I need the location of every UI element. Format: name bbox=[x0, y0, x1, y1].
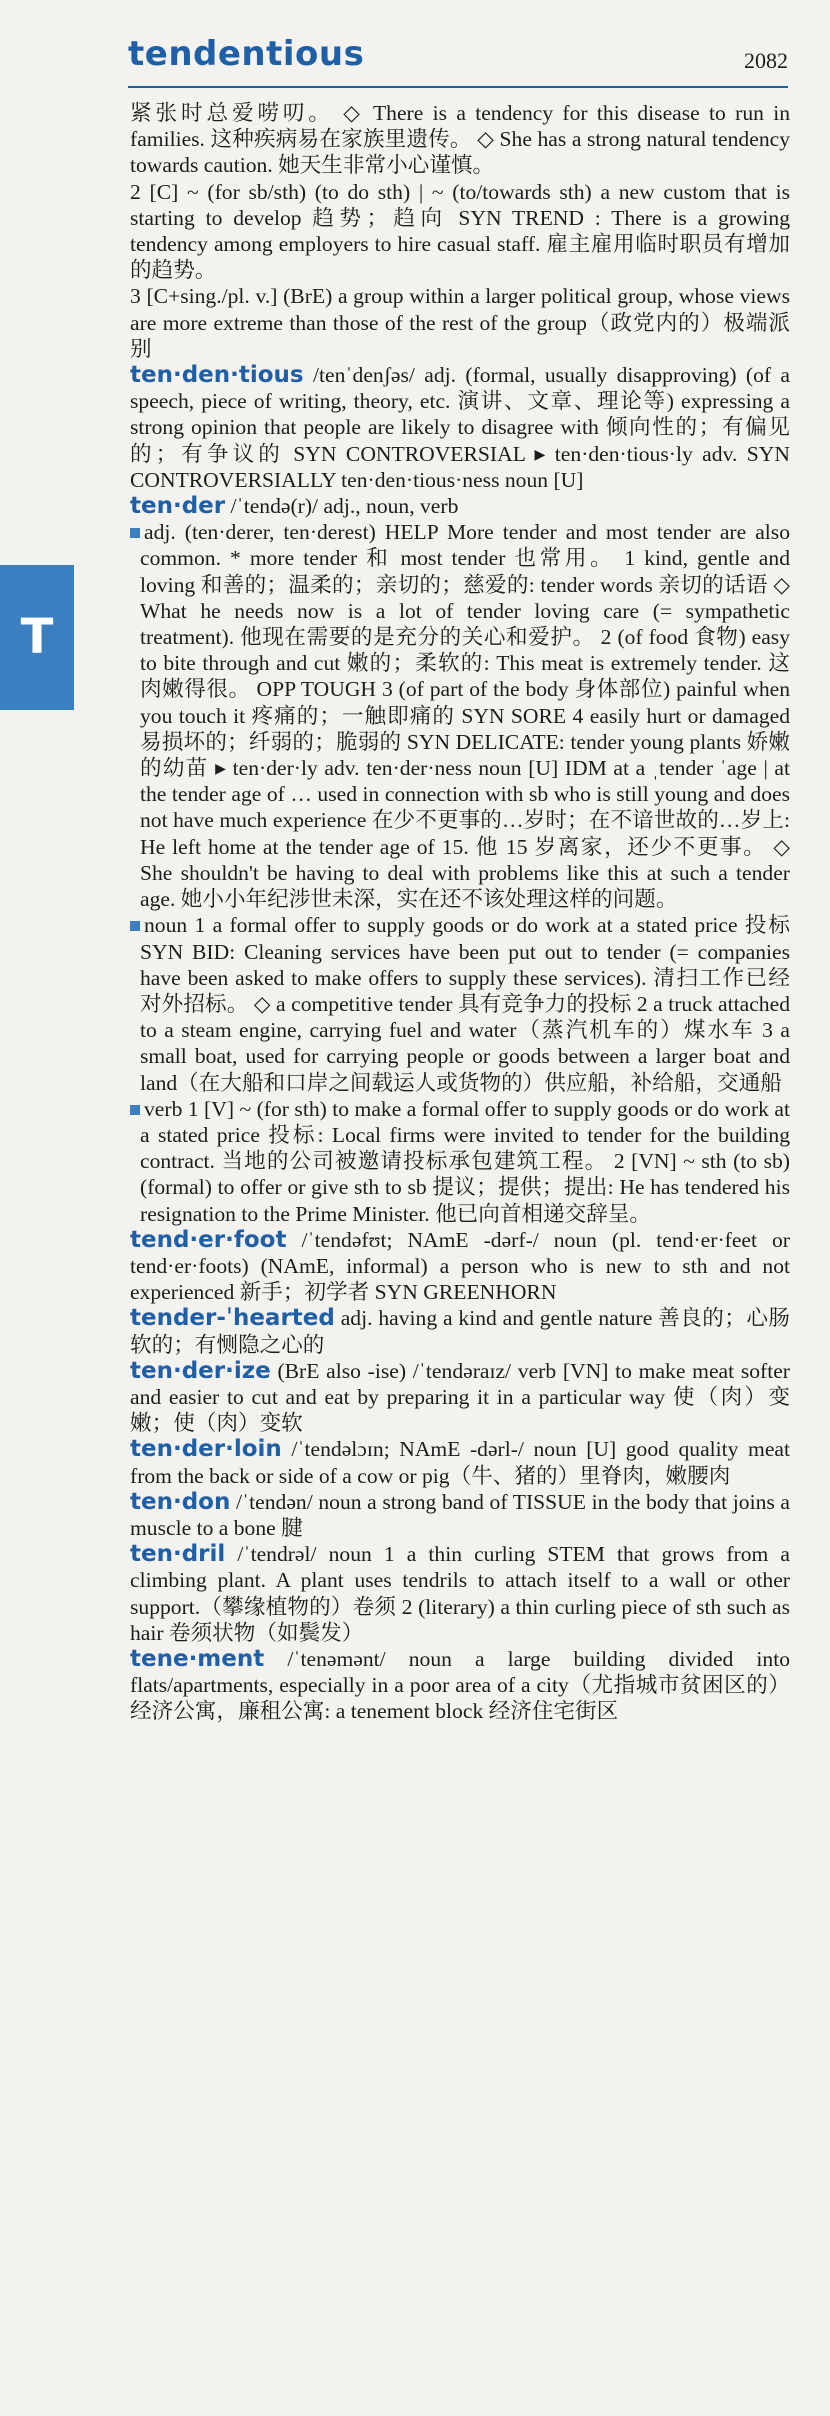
headword: ten·der bbox=[130, 493, 226, 520]
tender-noun-block bbox=[130, 912, 790, 1095]
headword: ten·den·tious bbox=[130, 362, 304, 389]
bullet-square-icon bbox=[130, 1105, 140, 1115]
entry-tendency-sense1: 紧张时总爱唠叨。 ◇ There is a tendency for this disease to run in families. 这种疾病易在家族里遗传。 ◇ She has a strong natural tendency towards caution. 她天生非常小心谨慎。 bbox=[130, 101, 790, 178]
entry-body: (BrE also -ise) /ˈtendəraɪz/ verb [VN] to make meat softer and easier to cut and eat by preparing it in a particular way 使（肉）变嫩；使（肉）变软 bbox=[130, 1358, 791, 1436]
dictionary-column bbox=[130, 100, 790, 1725]
entry-tendency-sense2: 2 [C] ~ (for sb/sth) (to do sth) | ~ (to/towards sth) a new custom that is starting to develop 趋势；趋向 SYN TREND : There is a growing tendency among employers to hire casual staff. 雇主雇用临时职员有增加的趋势。 bbox=[130, 179, 790, 283]
entry-tendentious bbox=[130, 362, 790, 493]
bullet-square-icon bbox=[130, 921, 140, 931]
entry-tenderfoot bbox=[130, 1227, 790, 1306]
headword: ten·don bbox=[130, 1488, 231, 1515]
bullet-square-icon bbox=[130, 528, 140, 538]
entry-tendency-sense3: 3 [C+sing./pl. v.] (BrE) a group within a larger political group, whose views are more extreme than those of the rest of the group（政党内的）极端派别 bbox=[130, 284, 790, 361]
entry-body: /ˈtendəlɔɪn; NAmE -dərl-/ noun [U] good quality meat from the back or side of a cow or pig（牛、猪的）里脊肉，嫩腰肉 bbox=[130, 1437, 790, 1488]
entry-body: /ˈtendrəl/ noun 1 a thin curling STEM that grows from a climbing plant. A plant uses tendrils to attach itself to a wall or other support.（攀缘植物的）卷须 2 (literary) a thin curling piece of sth such as hair 卷须状物（如鬓发） bbox=[130, 1542, 791, 1645]
headword: tender-ˈhearted bbox=[130, 1305, 335, 1332]
entry-body: /ˈtenəmənt/ noun a large building divided into flats/apartments, especially in a poor area of a city（尤指城市贫困区的）经济公寓，廉租公寓: a tenement block 经济住宅街区 bbox=[130, 1646, 790, 1724]
headword: tene·ment bbox=[130, 1645, 265, 1672]
entry-body: adj. having a kind and gentle nature 善良的；心肠软的；有恻隐之心的 bbox=[130, 1306, 790, 1357]
headword: tend·er·foot bbox=[130, 1226, 287, 1253]
entry-tendril bbox=[130, 1541, 790, 1646]
entry-tenement bbox=[130, 1646, 790, 1725]
headword: ten·dril bbox=[130, 1541, 226, 1568]
entry-tender-hearted bbox=[130, 1305, 790, 1357]
entry-body: verb 1 [V] ~ (for sth) to make a formal offer to supply goods or do work at a stated price 投标: Local firms were invited to tender for the building contract. 当地的公司被邀请投标承包建筑工程。 2 [VN] ~ sth (to sb) (formal) to offer or give sth to sb 提议；提供；提出: He has tendered his resignation to the Prime Minister. 他已向首相递交辞呈。 bbox=[140, 1096, 790, 1226]
entry-body: noun 1 a formal offer to supply goods or do work at a stated price 投标 SYN BID: Cleaning services have been put out to tender (= companies have been asked to make offers to supply these services). 清扫工作已经对外招标。 ◇ a competitive tender 具有竞争力的投标 2 a truck attached to a steam engine, carrying fuel and water（蒸汽机车的）煤水车 3 a small boat, used for carrying people or goods between a larger boat and land（在大船和口岸之间载运人或货物的）供应船，补给船，交通船 bbox=[140, 913, 790, 1095]
entry-pos-line: /ˈtendə(r)/ adj., noun, verb bbox=[230, 494, 459, 519]
headword: ten·der·ize bbox=[130, 1357, 271, 1384]
entry-body: /tenˈdenʃəs/ adj. (formal, usually disapproving) (of a speech, piece of writing, theory, etc. 演讲、文章、理论等) expressing a strong opinion that people are likely to disagree with 倾向性的；有偏见的；有争议的 SYN CONTROVERSIAL ▸ ten·den·tious·ly adv. SYN CONTROVERSIALLY ten·den·tious·ness noun [U] bbox=[130, 363, 790, 492]
entry-body: /ˈtendəfʊt; NAmE -dərf-/ noun (pl. tend·er·feet or tend·er·foots) (NAmE, informal) a person who is new to sth and not experienced 新手；初学者 SYN GREENHORN bbox=[130, 1227, 790, 1305]
page-header bbox=[128, 30, 788, 88]
page-number: 2082 bbox=[744, 48, 788, 73]
entry-tendon bbox=[130, 1489, 790, 1541]
entry-body: adj. (ten·derer, ten·derest) HELP More tender and most tender are also common. * more tender 和 most tender 也常用。 1 kind, gentle and loving 和善的；温柔的；亲切的；慈爱的: tender words 亲切的话语 ◇ What he needs now is a lot of tender loving care (= sympathetic treatment). 他现在需要的是充分的关心和爱护。 2 (of food 食物) easy to bite through and cut 嫩的；柔软的: This meat is extremely tender. 这肉嫩得很。 OPP TOUGH 3 (of part of the body 身体部位) painful when you touch it 疼痛的；一触即痛的 SYN SORE 4 easily hurt or damaged 易损坏的；纤弱的；脆弱的 SYN DELICATE: tender young plants 娇嫩的幼苗 ▸ ten·der·ly adv. ten·der·ness noun [U] IDM at a ˌtender ˈage | at the tender age of … used in connection with sb who is still young and does not have much experience 在少不更事的…岁时；在不谙世故的…岁上: He left home at the tender age of 15. 他 15 岁离家，还少不更事。 ◇ She shouldn't be having to deal with problems like this at such a tender age. 她小小年纪涉世未深，实在还不该处理这样的问题。 bbox=[140, 520, 790, 912]
running-headword: tendentious bbox=[128, 34, 365, 74]
entry-tenderloin bbox=[130, 1436, 790, 1488]
entry-tenderize bbox=[130, 1358, 790, 1437]
entry-tender bbox=[130, 493, 790, 519]
tender-adj-block bbox=[130, 519, 790, 912]
thumb-index-tab: T bbox=[0, 565, 74, 710]
headword: ten·der·loin bbox=[130, 1436, 282, 1463]
entry-body: /ˈtendən/ noun a strong band of TISSUE in the body that joins a muscle to a bone 腱 bbox=[130, 1489, 790, 1540]
tender-verb-block bbox=[130, 1096, 790, 1227]
